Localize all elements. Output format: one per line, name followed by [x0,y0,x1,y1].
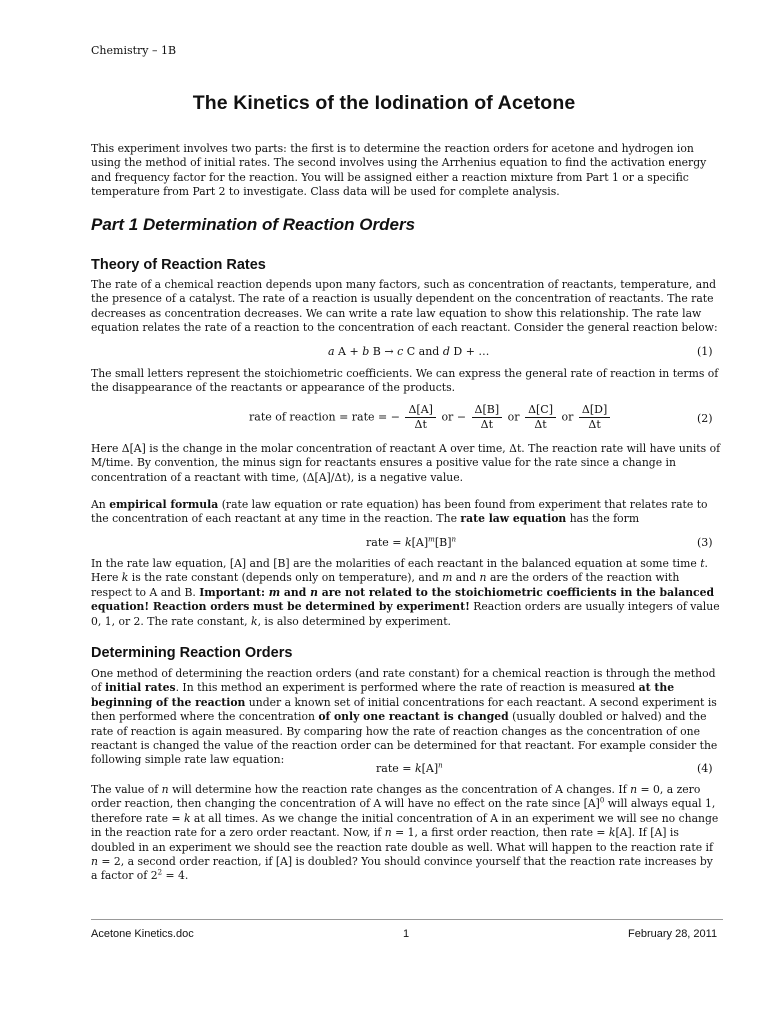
theory-heading: Theory of Reaction Rates [91,257,266,273]
eq2-frac-b-num: Δ[B] [472,403,503,418]
dp2-t9: = 4. [162,869,189,883]
dp2-i1: n [161,783,169,796]
eq3-a: [A] [411,536,429,549]
dp2-s2: 2 [157,868,163,877]
dp2-t1: The value of [91,783,162,796]
footer-divider [91,919,723,920]
eq2-or-1: or [507,410,520,424]
tp5-b3: are not related to the stoichiometric coefficients in the balanced equation! Reaction orders must be determined by experiment! [91,585,715,614]
tp4-bold-ratelaw: rate law equation [460,512,567,526]
tp5-t6: Reaction orders are usually integers of value 0, 1, or 2. The rate constant, [91,600,720,628]
tp5-bi2: n [310,585,318,599]
determining-heading: Determining Reaction Orders [91,645,293,661]
eq2-or-2: or [561,410,574,424]
course-header: Chemistry – 1B [91,44,177,57]
tp5-bi1: m [268,585,281,599]
eq1-text-d: D + … [449,345,490,358]
eq2-frac-a-num: Δ[A] [405,403,435,418]
eq1-number: (1) [697,345,713,358]
theory-paragraph-4 [91,498,721,527]
dp1-t2: . In this method an experiment is performed where the rate of reaction is measured [175,681,639,695]
determining-paragraph-2 [91,783,721,884]
dp1-b1: initial rates [104,681,176,695]
eq2-or-minus: or − [441,410,467,424]
tp5-t4: and [452,571,480,585]
dp2-t5: at all times. As we change the initial concentration of A in an experiment we will see no change in the reaction rate for a zero order reactant. Now, if [91,811,719,840]
tp5-i1: t [700,557,705,570]
eq1-coef-d: d [442,345,450,358]
eq2-frac-a-den: Δt [414,418,427,431]
eq3-n: n [451,535,456,544]
eq1-coef-c: c [397,345,404,358]
eq2-frac-b [472,403,503,432]
eq4-n: n [438,761,443,770]
tp5-t7: , is also determined by experiment. [257,614,451,628]
eq1-coef-a: a [328,345,335,358]
eq2-frac-d-num: Δ[D] [579,403,610,418]
dp2-t6: = 1, a first order reaction, then rate = [391,826,609,840]
footer-date: February 28, 2011 [628,928,718,940]
tp5-i2: k [121,571,129,585]
tp5-t1: In the rate law equation, [A] and [B] are the molarities of each reactant in the balanced equation at some time [91,557,701,570]
tp4-text-3: has the form [566,512,640,526]
dp1-b2: at the beginning of the reaction [91,681,675,709]
eq2-frac-a [405,403,435,432]
eq2-lhs: rate of reaction = rate = − [249,410,400,424]
determining-paragraph-1 [91,667,721,768]
eq4-a: [A] [421,762,439,775]
document-title: The Kinetics of the Iodination of Acetone [192,92,576,114]
tp5-b1: Important: [199,585,269,599]
dp2-i4: n [384,826,392,840]
tp4-text-1: An [91,498,110,511]
theory-paragraph-1: The rate of a chemical reaction depends upon many factors, such as concentration of reactants, temperature, and the presence of a catalyst. The rate of a reaction is usually dependent on the concentration of reactants. The rate decreases as concentration decreases. We can write a rate law equation to show this relationship. The rate law equation relates the rate of a reaction to the concentration of each reactant. Consider the general reaction below: [91,278,718,335]
dp1-t3: under a known set of initial concentrations for each reactant. A second experiment is then performed where the concentration [91,695,717,724]
eq2-number: (2) [697,412,713,425]
tp5-t3: is the rate constant (depends only on temperature), and [128,571,443,585]
footer-filename: Acetone Kinetics.doc [91,928,194,940]
eq2-frac-b-den: Δt [480,418,494,431]
intro-paragraph: This experiment involves two parts: the first is to determine the reaction orders for acetone and hydrogen ion using the method of initial rates. The second involves using the Arrhenius equation to find the activation energy and frequency factor for the reaction. You will be assigned either a reaction mixture from Part 1 or a specific temperature from Part 2 to investigate. Class data will be used for complete analysis. [91,142,707,199]
eq1-text-a: A + [334,345,363,358]
dp2-s1: 0 [599,796,605,805]
eq3-lhs: rate = [366,536,405,549]
tp5-b2: and [280,585,311,599]
eq4-k: k [414,762,422,775]
theory-paragraph-5 [91,557,721,629]
footer-page-number: 1 [403,928,410,940]
dp2-t2: will determine how the reaction rate changes as the concentration of A changes. If [168,783,631,796]
tp4-text-2: (rate law equation or rate equation) has been found from experiment that relates rate to the concentration of each reactant at any time in the reaction. The [91,498,708,526]
tp4-bold-empirical: empirical formula [109,498,219,511]
eq4-number: (4) [697,762,713,775]
dp2-t4: will always equal 1, therefore rate = [91,797,716,825]
eq3-k: k [404,536,412,549]
eq2-frac-c [525,403,556,432]
tp5-i3: m [442,571,453,585]
dp2-t8: = 2, a second order reaction, if [A] is doubled? You should convince yourself that the reaction rate increases by a factor of 2 [91,855,713,883]
eq4-lhs: rate = [376,762,415,775]
dp2-t7: [A]. If [A] is doubled in an experiment we should see the reaction rate double as well. What will happen to the reaction rate if [91,826,713,854]
dp1-t1: One method of determining the reaction orders (and rate constant) for a chemical reaction is through the method of [91,667,716,695]
theory-paragraph-3: Here Δ[A] is the change in the molar concentration of reactant A over time, Δt. The reaction rate will have units of M/time. By convention, the minus sign for reactants ensures a positive value for the rate since a change in concentration of a reactant with time, (Δ[A]/Δt), is a negative value. [91,442,721,484]
eq1-coef-b: b [362,345,370,358]
eq1-text-c: C and [403,345,443,358]
eq2-frac-c-den: Δt [534,418,547,431]
eq2-frac-c-num: Δ[C] [525,403,556,418]
tp5-i5: k [251,614,258,628]
dp2-i5: k [608,826,616,840]
dp2-i2: n [630,783,638,796]
dp2-i3: k [183,811,191,825]
eq2-frac-d-den: Δt [588,418,601,431]
dp2-i6: n [91,855,98,869]
dp1-t4: (usually doubled or halved) and the rate of reaction is again measured. By comparing how the rate of reaction changes as the concentration of one reactant is changed the value of the reaction order can be determined for that reactant. For example consider the following simple rate law equation: [91,710,718,767]
tp5-t2: . Here [91,557,708,585]
tp5-t5: are the orders of the reaction with respect to A and B. [91,571,680,599]
eq3-m: m [428,535,435,544]
part1-heading: Part 1 Determination of Reaction Orders [91,215,416,234]
eq2-frac-d [579,403,610,432]
dp2-t3: = 0, a zero order reaction, then changing the concentration of A will have no effect on the rate since [A] [91,783,701,811]
equation-2 [0,401,768,435]
dp1-b3: of only one reactant is changed [318,710,509,724]
tp5-i4: n [479,571,487,585]
eq3-number: (3) [697,536,713,549]
eq3-b: [B] [434,536,452,549]
theory-paragraph-2: The small letters represent the stoichiometric coefficients. We can express the general rate of reaction in terms of the disappearance of the reactants or appearance of the products. [91,367,719,395]
eq1-text-b: B → [369,345,398,358]
